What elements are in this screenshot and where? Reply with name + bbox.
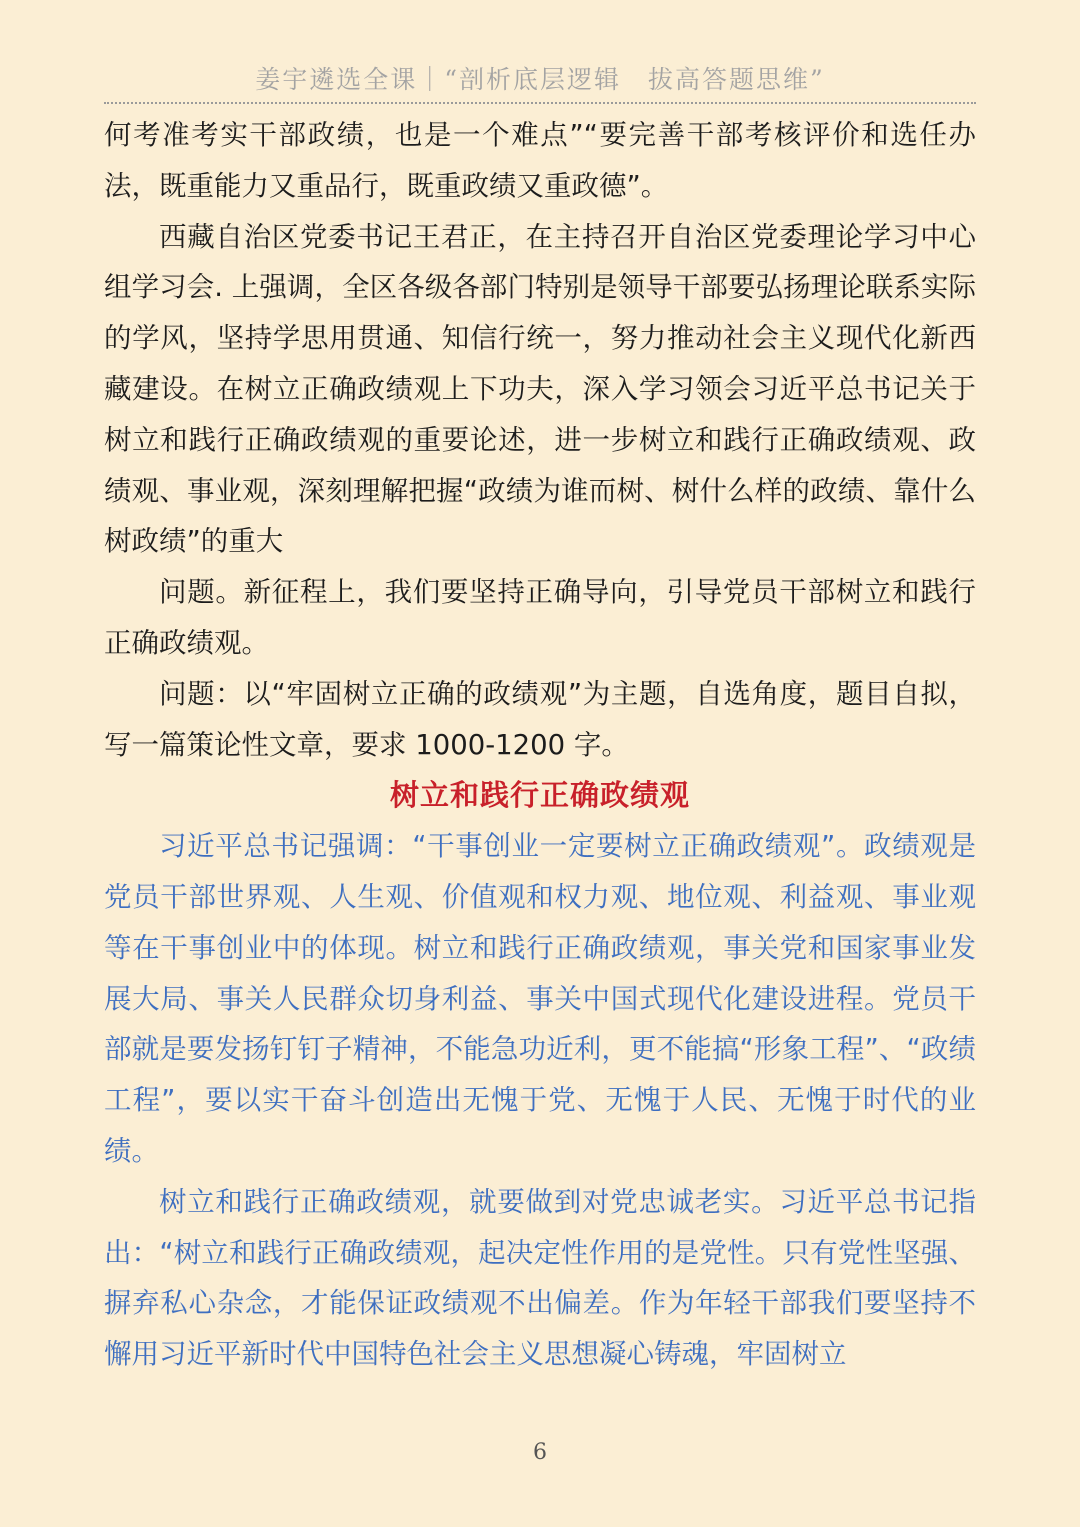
running-header: 姜宇遴选全课｜“剖析底层逻辑 拔高答题思维” <box>255 65 825 94</box>
essay-paragraph-1: 习近平总书记强调：“干事创业一定要树立正确政绩观”。政绩观是党员干部世界观、人生观、价值观和权力观、地位观、利益观、事业观等在干事创业中的体现。树立和践行正确政绩观，事关党和国家事业发展大局、事关人民群众切身利益、事关中国式现代化建设进程。党员干部就是要发扬钉钉子精神，不能急功近利，更不能搞“形象工程”、“政绩工程”，要以实干奋斗创造出无愧于党、无愧于人民、无愧于时代的业绩。 <box>104 830 976 1167</box>
essay-paragraph-2: 树立和践行正确政绩观，就要做到对党忠诚老实。习近平总书记指出：“树立和践行正确政绩观，起决定性作用的是党性。只有党性坚强、摒弃私心杂念，才能保证政绩观不出偏差。作为年轻干部我们要坚持不懈用习近平新时代中国特色社会主义思想凝心铸魂，牢固树立 <box>104 1185 976 1371</box>
paragraph-new-journey: 问题。新征程上，我们要坚持正确导向，引导党员干部树立和践行正确政绩观。 <box>104 576 976 659</box>
header-dotted-rule <box>104 102 976 104</box>
paragraph-tibet-meeting: 西藏自治区党委书记王君正，在主持召开自治区党委理论学习中心组学习会. 上强调，全区各级各部门特别是领导干部要弘扬理论联系实际的学风，坚持学思用贯通、知信行统一，努力推动社会主义现代化新西藏建设。在树立正确政绩观上下功夫，深入学习领会习近平总书记关于树立和践行正确政绩观的重要论述，进一步树立和践行正确政绩观、政绩观、事业观，深刻理解把握“政绩为谁而树、树什么样的政绩、靠什么树政绩”的重大 <box>104 220 976 558</box>
page-number: 6 <box>533 1440 547 1465</box>
page-body <box>104 110 976 1380</box>
essay-title: 树立和践行正确政绩观 <box>389 778 690 813</box>
paragraph-question: 问题：以“牢固树立正确的政绩观”为主题，自选角度，题目自拟，写一篇策论性文章，要求 1000-1200 字。 <box>104 677 976 761</box>
paragraph-continuation: 何考准考实干部政绩，也是一个难点”“要完善干部考核评价和选任办法，既重能力又重品行，既重政绩又重政德”。 <box>104 119 976 202</box>
